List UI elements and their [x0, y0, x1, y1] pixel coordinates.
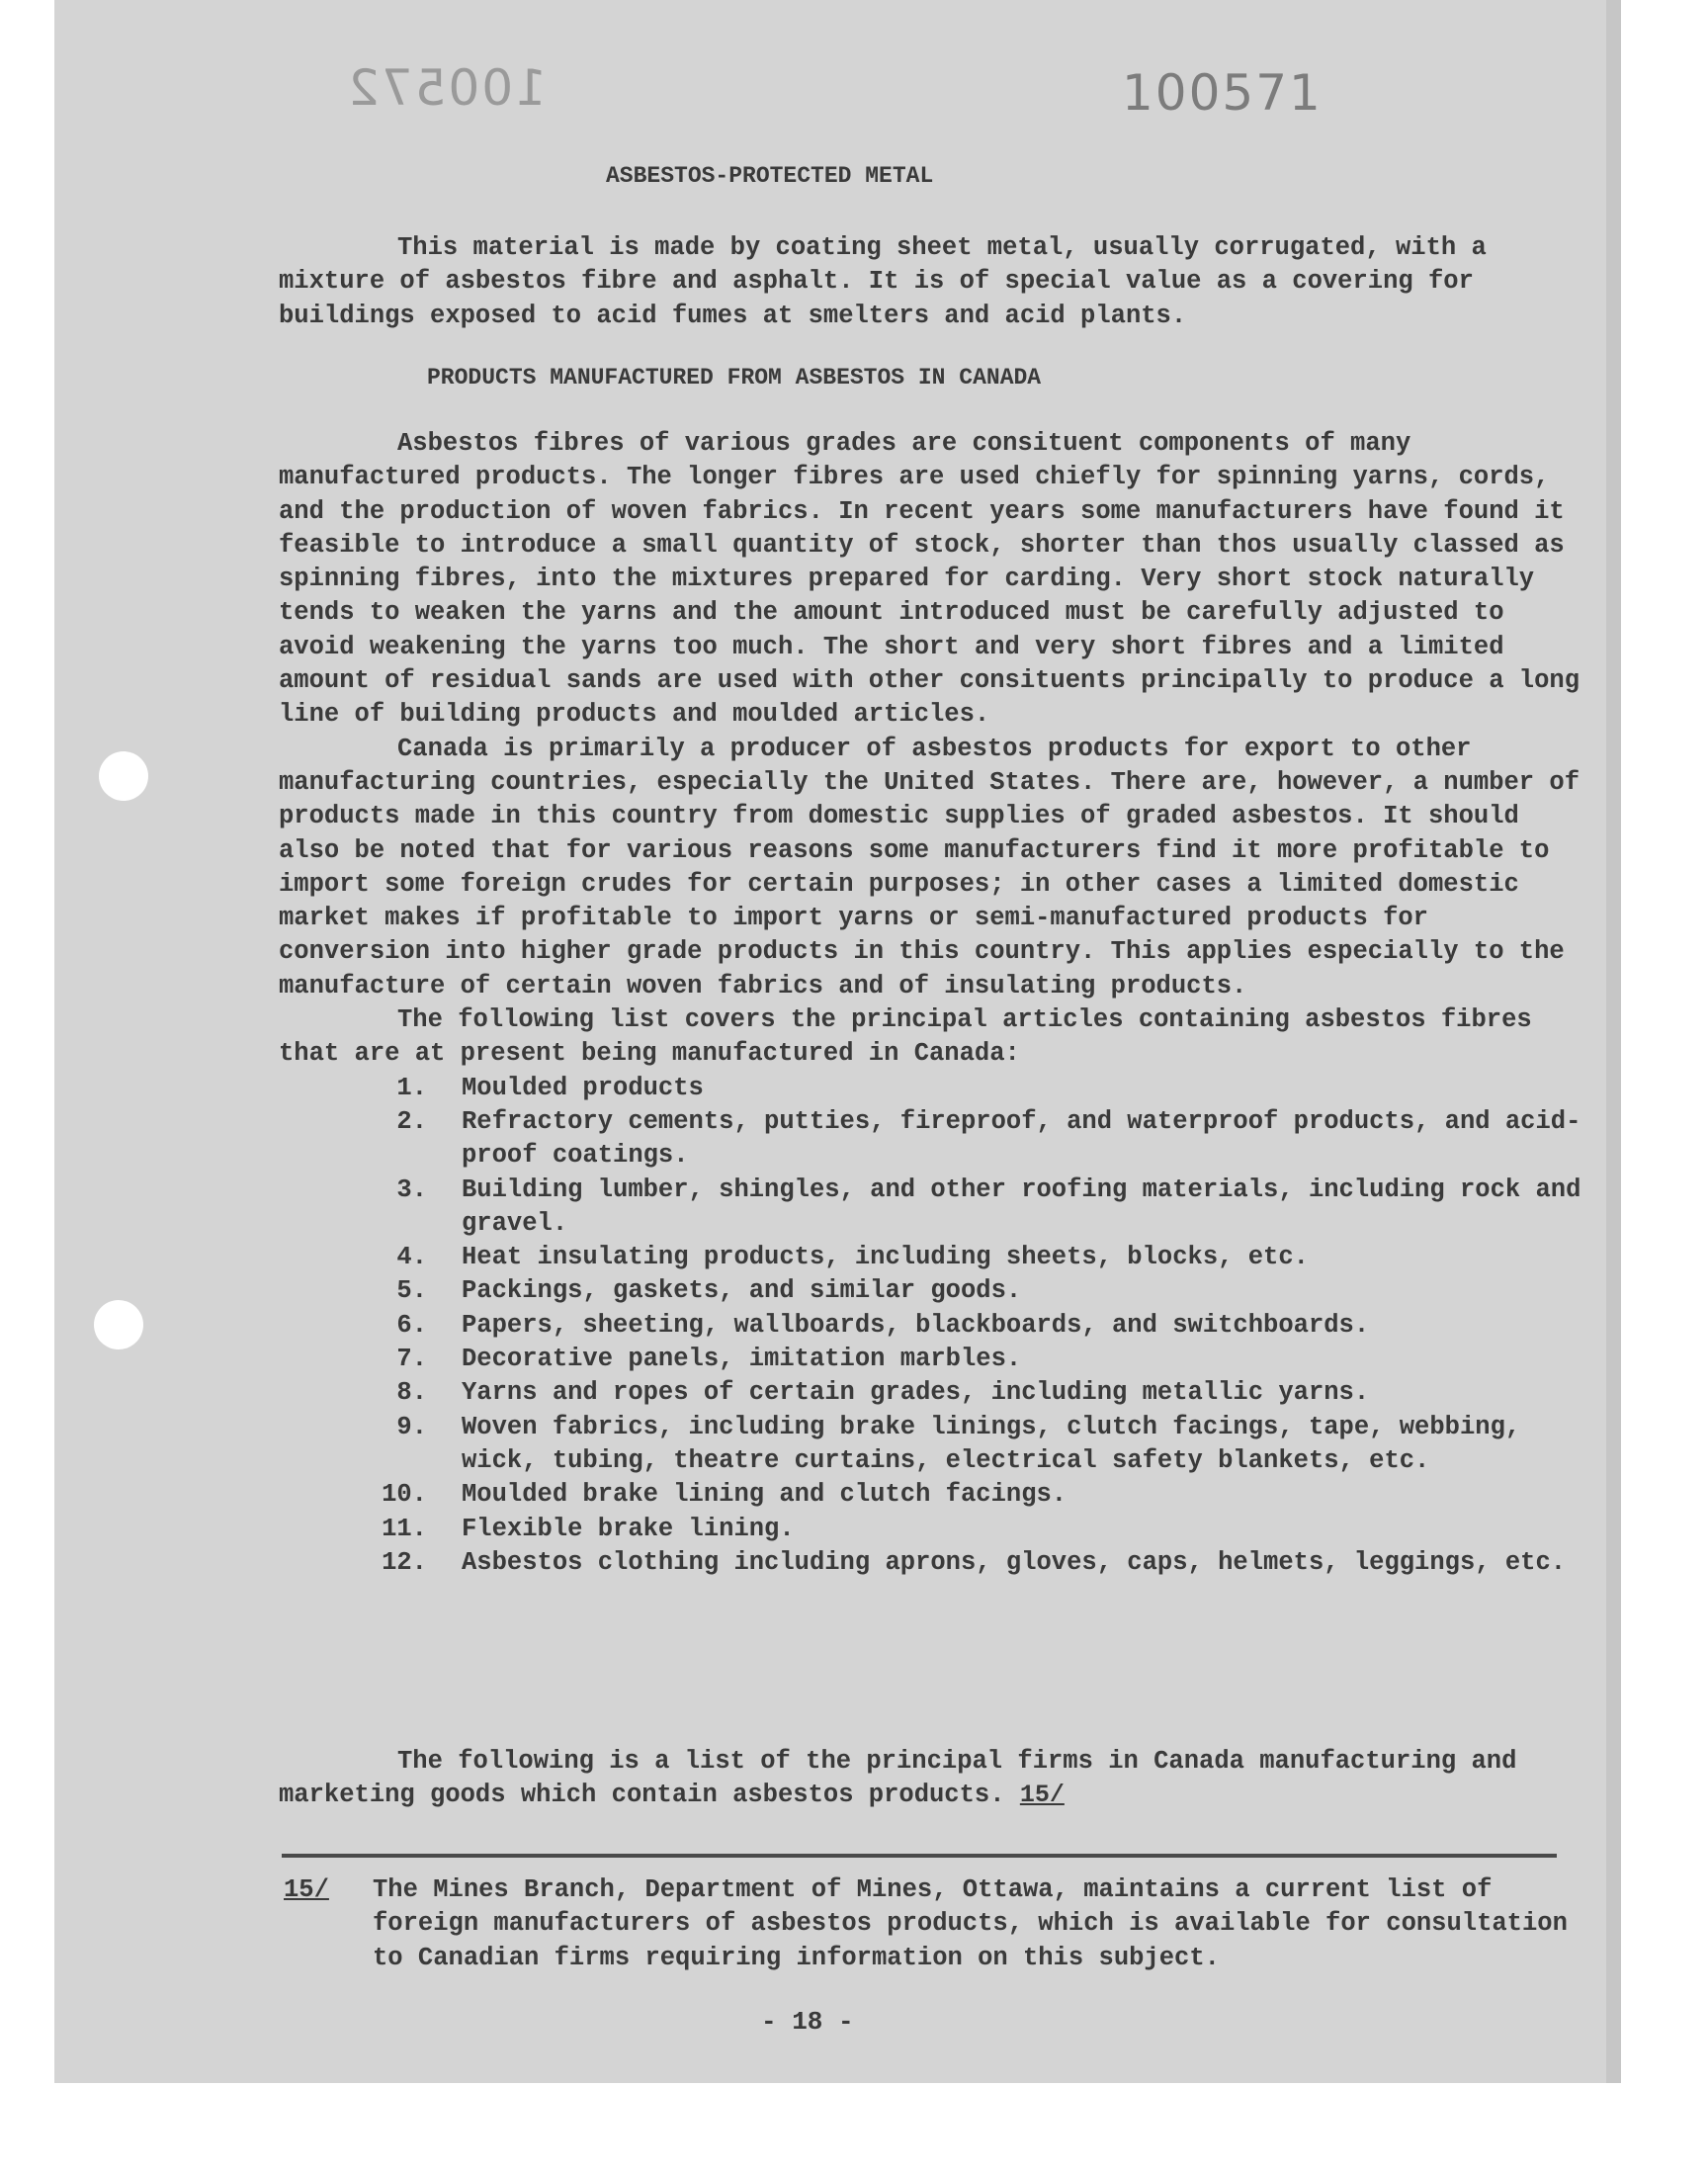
- products-list: [279, 1072, 1583, 1580]
- list-item: [279, 1376, 1583, 1410]
- section-1-text: [279, 231, 1583, 333]
- list-number: 2.: [396, 1106, 427, 1136]
- section-2-body: [279, 427, 1583, 1580]
- list-number: 4.: [396, 1243, 427, 1272]
- list-item-text: Flexible brake lining.: [462, 1514, 795, 1543]
- list-item-text: Building lumber, shingles, and other roofing materials, including rock and gravel.: [462, 1174, 1581, 1238]
- punch-hole-bottom: [94, 1300, 143, 1349]
- list-number: 9.: [396, 1412, 427, 1441]
- list-item: [279, 1105, 1583, 1174]
- closing-paragraph: [279, 1745, 1583, 1813]
- footnote-reference: 15/: [1019, 1781, 1065, 1810]
- list-item: [279, 1274, 1583, 1308]
- paragraph: [279, 1745, 1583, 1813]
- list-item-text: Refractory cements, putties, fireproof, and waterproof products, and acid-proof coatings.: [462, 1106, 1581, 1171]
- list-item-text: Heat insulating products, including sheets, blocks, etc.: [462, 1243, 1309, 1272]
- list-number: 6.: [396, 1310, 427, 1340]
- section-heading-asbestos-protected-metal: ASBESTOS-PROTECTED METAL: [606, 163, 934, 189]
- list-number: 8.: [396, 1378, 427, 1408]
- paragraph: Canada is primarily a producer of asbestos products for export to other manufacturing countries, especially the United States. There are, however, a number of products made in this country from domestic supplies of graded asbestos. It should also be noted that for various reasons some manufacturers find it more profitable to import some foreign crudes for certain purposes; in other cases a limited domestic market makes if profitable to import yarns or semi-manufactured products for conversion into higher grade products in this country. This applies especially to the manufacture of certain woven fabrics and of insulating products.: [279, 734, 1580, 1000]
- list-item-text: Yarns and ropes of certain grades, including metallic yarns.: [462, 1378, 1370, 1408]
- list-item: [279, 1478, 1583, 1512]
- closing-text: The following is a list of the principal firms in Canada manufacturing and marketing goods which contain asbestos products.: [279, 1747, 1517, 1810]
- list-item: [279, 1411, 1583, 1479]
- list-item-text: Woven fabrics, including brake linings, clutch facings, tape, webbing, wick, tubing, theatre curtains, electrical safety blankets, etc.: [462, 1412, 1521, 1475]
- punch-hole-top: [99, 751, 148, 801]
- footnote: [284, 1873, 1569, 1975]
- paragraph: This material is made by coating sheet metal, usually corrugated, with a mixture of asbestos fibre and asphalt. It is of special value as a covering for buildings exposed to acid fumes at smelters and acid plants.: [279, 233, 1487, 330]
- page-stamp-number: 100571: [1122, 64, 1323, 122]
- list-number: 5.: [396, 1276, 427, 1306]
- list-item-text: Asbestos clothing including aprons, gloves, caps, helmets, leggings, etc.: [462, 1547, 1567, 1577]
- list-item-text: Moulded brake lining and clutch facings.: [462, 1480, 1068, 1510]
- list-item-text: Moulded products: [462, 1073, 704, 1102]
- list-item-text: Papers, sheeting, wallboards, blackboards, and switchboards.: [462, 1310, 1370, 1340]
- list-number: 7.: [396, 1345, 427, 1374]
- list-item: [279, 1343, 1583, 1376]
- list-item: [279, 1546, 1583, 1580]
- list-item: [279, 1241, 1583, 1274]
- list-number: 1.: [396, 1073, 427, 1102]
- paragraph: Asbestos fibres of various grades are consituent components of many manufactured products. The longer fibres are used chiefly for spinning yarns, cords, and the production of woven fabrics. In recent years some manufacturers have found it feasible to introduce a small quantity of stock, shorter than thos usually classed as spinning fibres, into the mixtures prepared for carding. Very short stock naturally tends to weaken the yarns and the amount introduced must be carefully adjusted to avoid weakening the yarns too much. The short and very short fibres and a limited amount of residual sands are used with other consituents principally to produce a long line of building products and moulded articles.: [279, 429, 1580, 730]
- list-item: [279, 1072, 1583, 1105]
- list-item: [279, 1513, 1583, 1546]
- footnote-divider: [282, 1854, 1557, 1858]
- list-number: 3.: [396, 1174, 427, 1204]
- list-item: [279, 1309, 1583, 1343]
- list-number: 12.: [382, 1547, 427, 1577]
- paragraph: The following list covers the principal articles containing asbestos fibres that are at present being manufactured in Canada:: [279, 1005, 1532, 1069]
- page-edge-shadow: [1606, 0, 1621, 2083]
- list-item-text: Decorative panels, imitation marbles.: [462, 1345, 1022, 1374]
- section-heading-products-manufactured: PRODUCTS MANUFACTURED FROM ASBESTOS IN CANADA: [427, 365, 1042, 391]
- footnote-marker: 15/: [284, 1875, 329, 1904]
- list-item: [279, 1174, 1583, 1242]
- footnote-text: The Mines Branch, Department of Mines, Ottawa, maintains a current list of foreign manufacturers of asbestos products, which is available for consultation to Canadian firms requiring information on this subject.: [373, 1875, 1568, 1972]
- list-item-text: Packings, gaskets, and similar goods.: [462, 1276, 1022, 1306]
- list-number: 10.: [382, 1480, 427, 1510]
- list-number: 11.: [382, 1514, 427, 1543]
- mirrored-page-stamp: 100572: [346, 59, 547, 117]
- page-number: - 18 -: [761, 2007, 854, 2037]
